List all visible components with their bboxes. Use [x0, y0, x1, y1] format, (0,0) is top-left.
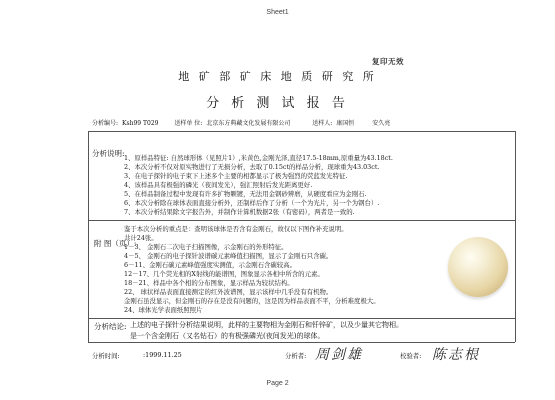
- report-meta: [92, 118, 394, 127]
- copy-invalid-stamp: 复印无效: [372, 57, 404, 66]
- conclusion-line: 上述的电子探针分析结果说明，此样的主要物相为金刚石和钎锌矿，以及少量其它物相。: [130, 321, 403, 329]
- appendix-item: 22、 球状样品表面直接测定的红外波谱图，显示该样中几乎没有有机物。: [124, 288, 333, 296]
- sample-person: 康国恒: [336, 120, 355, 127]
- sender: 北京东方典藏文化发展有限公司: [206, 120, 291, 127]
- explanation-label: 分析说明:: [92, 149, 125, 158]
- analysis-time: :1999.11.25: [143, 351, 182, 359]
- analysis-no-label: 分析编号:: [92, 120, 119, 127]
- analysis-no: Ksh99 T029: [122, 120, 159, 127]
- reviewer-signature: 陈志根: [432, 347, 480, 363]
- diamond-sphere-image: [448, 237, 508, 297]
- receiver: 安久亮: [372, 120, 391, 127]
- reviewer-label: 校验者:: [400, 352, 422, 360]
- table-top-border: [88, 131, 515, 132]
- explanation-item: 6、本次分析除在球体表面直接分析外，还制样后作了分析（一个为光片，另一个为钢台）.: [124, 199, 380, 207]
- report-title: 分 析 测 试 报 告: [206, 96, 349, 111]
- explanation-item: 5、在样品制备过程中发现有许多扩物颗镀，无法用金钢砂辨磨，从硬度看应为金刚石.: [124, 190, 367, 198]
- explanation-item: 4、该样品具有极强的磷光（夜间发光），强汇照射后发光距离更好.: [124, 181, 313, 189]
- sender-label: 送样单 位:: [174, 120, 203, 127]
- explanation-item: 2、本次分析不仅对原实物进行了无损分析，去取了0.15ct的样品分析，现球重为43.03ct.: [124, 163, 380, 171]
- table-left-border: [88, 131, 89, 342]
- sphere-photo: [440, 231, 514, 305]
- appendix-item: 6－11、金刚石碳元素峰值强度实测值，示金刚石含碳较高。: [124, 261, 296, 269]
- appendix-item: 1－3、 金刚石二次电子扫描图像，示金刚石的外形特征。: [124, 243, 288, 251]
- conclusion-line: 是一个含金刚石（又名钻石）的有极强磷光(夜间发光)的球体。: [130, 332, 325, 340]
- analysis-time-label: 分析时间:: [92, 352, 120, 360]
- organization-name: 地 矿 部 矿 床 地 质 研 究 所: [178, 70, 377, 83]
- appendix-item: 金刚石虽没显示，但金刚石的存在是没有问题的，这是因为样品表面不平，分析难度极大。: [124, 297, 380, 305]
- sheet-label: Sheet1: [266, 9, 289, 16]
- explanation-bottom-border: [88, 220, 515, 221]
- analyst-signature: 周剑雄: [315, 347, 363, 363]
- sample-person-label: 送样人:: [312, 120, 333, 127]
- explanation-item: 7、本次分析结果除文字报告外，并制作计算机数据2张（有密码），两者是一致的.: [124, 208, 355, 216]
- appendix-intro: 鉴于本次分析的重点是：查明该球体是否含有金刚石，故仅以下图作补充说明。: [124, 225, 348, 233]
- appendix-intro: 共计24张。: [124, 234, 158, 242]
- explanation-item: 1、原样品特征: 自然球形体（见照片1）,米黄色,金刚光泽,直径17.5-18mm,原重量为43.18ct.: [124, 154, 393, 162]
- appendix-item: 4－5、 金刚石的电子探针波谱碳元素峰值扫描图，显示了金刚石只含碳。: [124, 252, 333, 260]
- appendix-item: 18－21、样品中各个相的分布图象，显示样品为较状结构。: [124, 279, 294, 287]
- table-bottom-border: [88, 342, 515, 343]
- explanation-item: 3、在电子探针的电子束下上述多个主要的相都显示了极为强烈的荧蓝发光特征.: [124, 172, 348, 180]
- page-label: Page 2: [266, 380, 289, 387]
- analyst-label: 分析者:: [285, 352, 307, 360]
- appendix-label: 附 图（页）:: [94, 239, 137, 248]
- appendix-item: 12－17、几个荧光相的X射线的能谱图，图象显示各相中所含的元素。: [124, 270, 324, 278]
- table-right-border: [515, 131, 516, 342]
- appendix-item: 24、球体光学表面纸照照片: [124, 306, 203, 314]
- conclusion-label: 分析结论:: [94, 322, 127, 331]
